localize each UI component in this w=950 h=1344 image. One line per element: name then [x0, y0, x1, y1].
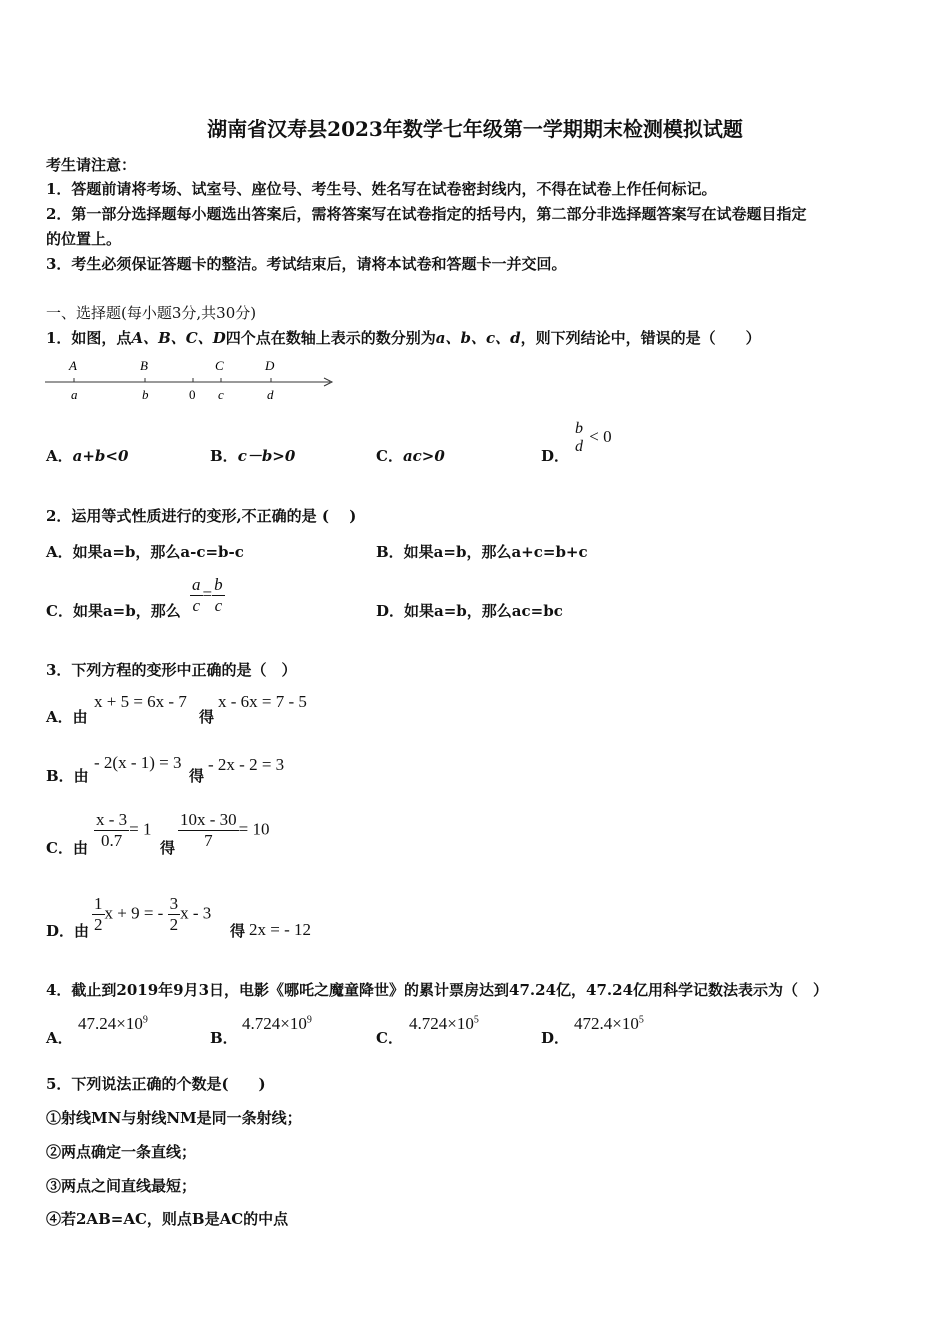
q3-option-d-lhs: $\frac{1}{2}$ x + 9 = - $\frac{3}{2}$ x - 3	[94, 894, 212, 934]
q3-option-a-label[interactable]: A．由	[46, 708, 88, 726]
q2-stem: 2．运用等式性质进行的变形,不正确的是 ( )	[46, 507, 357, 525]
q3-option-c-lhs: $\frac{x - 3}{0.7}$ = 1	[96, 810, 152, 850]
q3-stem: 3．下列方程的变形中正确的是（ ）	[46, 661, 297, 679]
q4-option-b-label[interactable]: B．	[210, 1029, 238, 1047]
notice-item-2-cont: 的位置上。	[46, 230, 122, 248]
value-label-d: d	[267, 387, 274, 402]
q2-option-c-formula[interactable]: $\frac{a}{c}$ = $\frac{b}{c}$	[192, 575, 223, 615]
q5-statement-2: ②两点确定一条直线；	[46, 1143, 197, 1161]
q4-option-d-label[interactable]: D．	[541, 1029, 570, 1047]
notice-item-3: 3．考生必须保证答题卡的整洁。考试结束后，请将本试卷和答题卡一并交回。	[46, 255, 567, 273]
q5-statement-3: ③两点之间直线最短；	[46, 1177, 197, 1195]
q4-option-b-value[interactable]: $4.724\times 10^9$	[242, 1014, 312, 1033]
q1-stem: 1．如图，点A、B、C、D四个点在数轴上表示的数分别为a、b、c、d，则下列结论中，错误的是（ ）	[46, 329, 761, 347]
q3-option-c-get: 得	[160, 839, 176, 857]
point-label-C: C	[215, 358, 224, 373]
q2-option-d[interactable]: D．如果a=b，那么ac=bc	[376, 602, 563, 620]
q4-option-c-label[interactable]: C．	[376, 1029, 403, 1047]
q1-option-c[interactable]: C．ac>0	[376, 447, 445, 465]
q5-statement-1: ①射线MN与射线NM是同一条射线；	[46, 1109, 302, 1127]
value-label-0: 0	[189, 387, 196, 402]
q3-option-d-label[interactable]: D．由	[46, 922, 90, 940]
point-label-B: B	[140, 358, 148, 373]
q3-option-b-label[interactable]: B．由	[46, 767, 89, 785]
q1-option-a[interactable]: A．a+b<0	[46, 447, 129, 465]
point-label-A: A	[69, 358, 77, 373]
notice-item-2: 2．第一部分选择题每小题选出答案后，需将答案写在试卷指定的括号内，第二部分非选择题答案写在试卷题目指定	[46, 205, 807, 223]
q4-stem: 4．截止到2019年9月3日，电影《哪吒之魔童降世》的累计票房达到47.24亿，47.24亿用科学记数法表示为（ ）	[46, 981, 829, 999]
q1-option-d-label[interactable]: D．	[541, 447, 570, 465]
q1-option-b[interactable]: B．c－b>0	[210, 447, 296, 465]
value-label-a: a	[71, 387, 78, 402]
q3-option-b-lhs: - 2(x - 1) = 3	[94, 753, 182, 772]
point-label-D: D	[265, 358, 275, 373]
q3-option-b-get: 得	[189, 767, 205, 785]
q5-stem: 5．下列说法正确的个数是( )	[46, 1075, 266, 1093]
q3-option-d-rhs: 2x = - 12	[249, 920, 311, 939]
q2-option-b[interactable]: B．如果a=b，那么a+c=b+c	[376, 543, 588, 561]
q4-option-c-value[interactable]: $4.724\times 10^5$	[409, 1014, 479, 1033]
q2-option-a[interactable]: A．如果a=b，那么a-c=b-c	[46, 543, 244, 561]
value-label-c: c	[218, 387, 224, 402]
section-heading: 一、选择题(每小题3分,共30分)	[46, 304, 257, 322]
q4-option-a-value[interactable]: $47.24\times 10^9$	[78, 1014, 148, 1033]
q3-option-a-get: 得	[199, 708, 215, 726]
notice-item-1: 1．答题前请将考场、试室号、座位号、考生号、姓名写在试卷密封线内，不得在试卷上作任何标记。	[46, 180, 717, 198]
q4-option-a-label[interactable]: A．	[46, 1029, 73, 1047]
q2-option-c-text[interactable]: C．如果a=b，那么	[46, 602, 181, 620]
number-line-figure	[40, 352, 340, 407]
notice-header: 考生请注意：	[46, 156, 137, 174]
q4-option-d-value[interactable]: $472.4\times 10^5$	[574, 1014, 644, 1033]
q3-option-a-rhs: x - 6x = 7 - 5	[218, 692, 307, 711]
q5-statement-4: ④若2AB=AC，则点B是AC的中点	[46, 1210, 289, 1228]
q3-option-d-get: 得	[230, 922, 246, 940]
q3-option-c-rhs: $\frac{10x - 30}{7}$ = 10	[180, 810, 270, 850]
q3-option-b-rhs: - 2x - 2 = 3	[208, 755, 285, 774]
q1-option-d-expr[interactable]: b d < 0	[575, 420, 612, 455]
q3-option-a-lhs: x + 5 = 6x - 7	[94, 692, 187, 711]
page-title: 湖南省汉寿县2023年数学七年级第一学期期末检测模拟试题	[207, 117, 743, 141]
q3-option-c-label[interactable]: C．由	[46, 839, 88, 857]
value-label-b: b	[142, 387, 149, 402]
